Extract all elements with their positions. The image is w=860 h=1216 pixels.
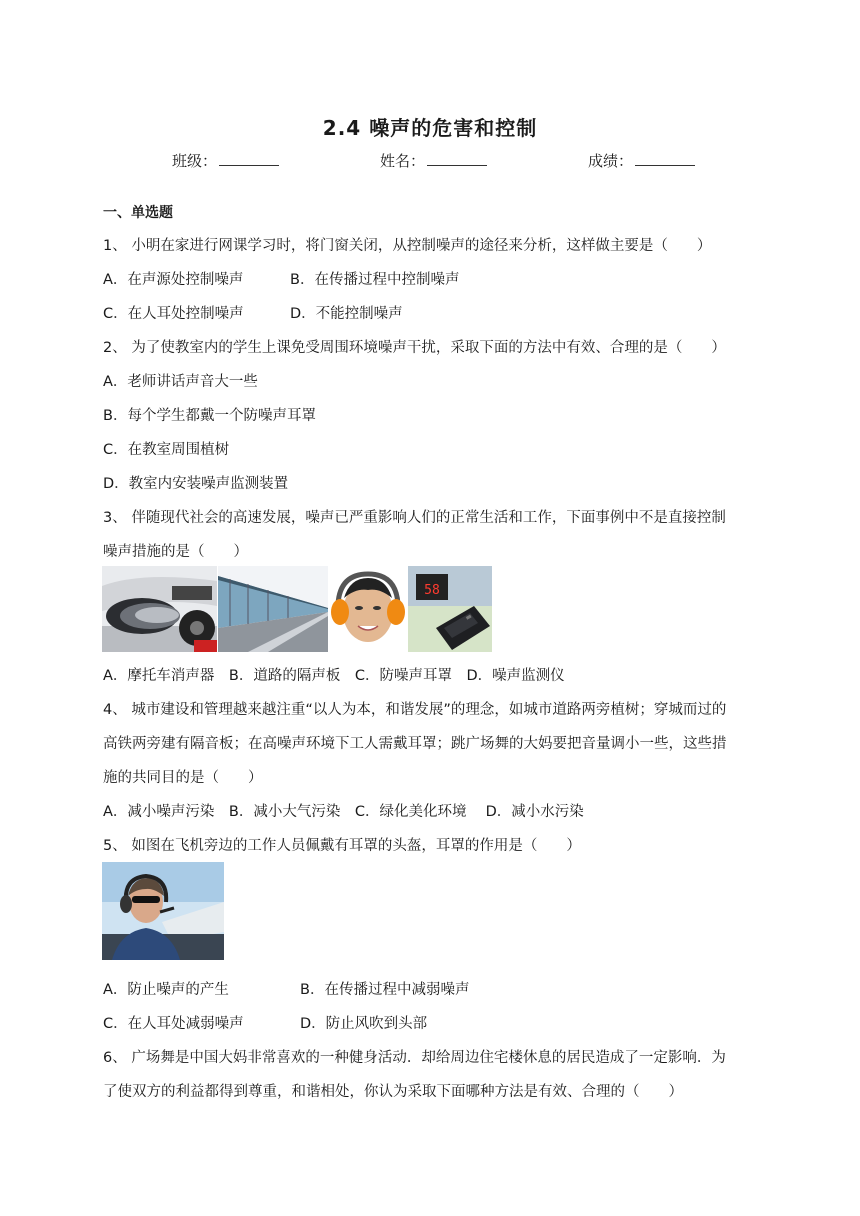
question-5-stem: 5、 如图在飞机旁边的工作人员佩戴有耳罩的头盔，耳罩的作用是（ ） [103,838,581,854]
sound-barrier-photo [218,566,328,652]
class-field [172,150,279,171]
q2-option-c: C．在教室周围植树 [103,442,230,458]
section-title: 一、单选题 [103,205,173,221]
question-4-stem-line-2: 高铁两旁建有隔音板；在高噪声环境下工人需戴耳罩；跳广场舞的大妈要把音量调小一些，这些措 [103,736,727,752]
name-field [380,150,487,171]
name-label: 姓名： [380,152,426,170]
q1-option-a: A．在声源处控制噪声 [103,272,244,288]
question-3-stem-line-1: 3、 伴随现代社会的高速发展，噪声已严重影响人们的正常生活和工作，下面事例中不是直接控制 [103,510,726,526]
q5-option-a: A．防止噪声的产生 [103,982,229,998]
question-2-stem: 2、 为了使教室内的学生上课免受周围环境噪声干扰，采取下面的方法中有效、合理的是（ ） [103,340,726,356]
score-field [588,150,695,171]
q1-option-d: D．不能控制噪声 [290,306,403,322]
question-6-stem-line-2: 了使双方的利益都得到尊重，和谐相处，你认为采取下面哪种方法是有效、合理的（ ） [103,1084,683,1100]
q4-options: A．减小噪声污染 B．减小大气污染 C．绿化美化环境 D．减小水污染 [103,804,584,820]
name-blank [427,151,487,166]
question-4-stem-line-3: 施的共同目的是（ ） [103,770,263,786]
q5-option-d: D．防止风吹到头部 [300,1016,428,1032]
pilot-headset-photo [102,862,224,960]
q1-option-c: C．在人耳处控制噪声 [103,306,244,322]
q1-option-b: B．在传播过程中控制噪声 [290,272,460,288]
question-3-stem-line-2: 噪声措施的是（ ） [103,544,248,560]
class-label: 班级： [172,152,218,170]
q5-option-b: B．在传播过程中减弱噪声 [300,982,470,998]
question-6-stem-line-1: 6、 广场舞是中国大妈非常喜欢的一种健身活动．却给周边住宅楼休息的居民造成了一定影响．为 [103,1050,726,1066]
q2-option-b: B．每个学生都戴一个防噪声耳罩 [103,408,316,424]
motorcycle-muffler-photo [102,566,217,652]
score-blank [635,151,695,166]
q2-option-a: A．老师讲话声音大一些 [103,374,258,390]
monitor-reading: 58 [424,583,440,598]
noise-monitor-photo [408,566,492,652]
earmuff-person-photo [330,566,406,652]
question-4-stem-line-1: 4、 城市建设和管理越来越注重“以人为本，和谐发展”的理念，如城市道路两旁植树；穿城而过的 [103,702,727,718]
q5-option-c: C．在人耳处减弱噪声 [103,1016,244,1032]
class-blank [219,151,279,166]
q2-option-d: D．教室内安装噪声监测装置 [103,476,289,492]
score-label: 成绩： [588,152,634,170]
page-title: 2.4 噪声的危害和控制 [322,116,538,140]
q3-options: A．摩托车消声器 B．道路的隔声板 C．防噪声耳罩 D．噪声监测仪 [103,668,565,684]
question-1-stem: 1、 小明在家进行网课学习时，将门窗关闭，从控制噪声的途径来分析，这样做主要是（ ） [103,238,712,254]
